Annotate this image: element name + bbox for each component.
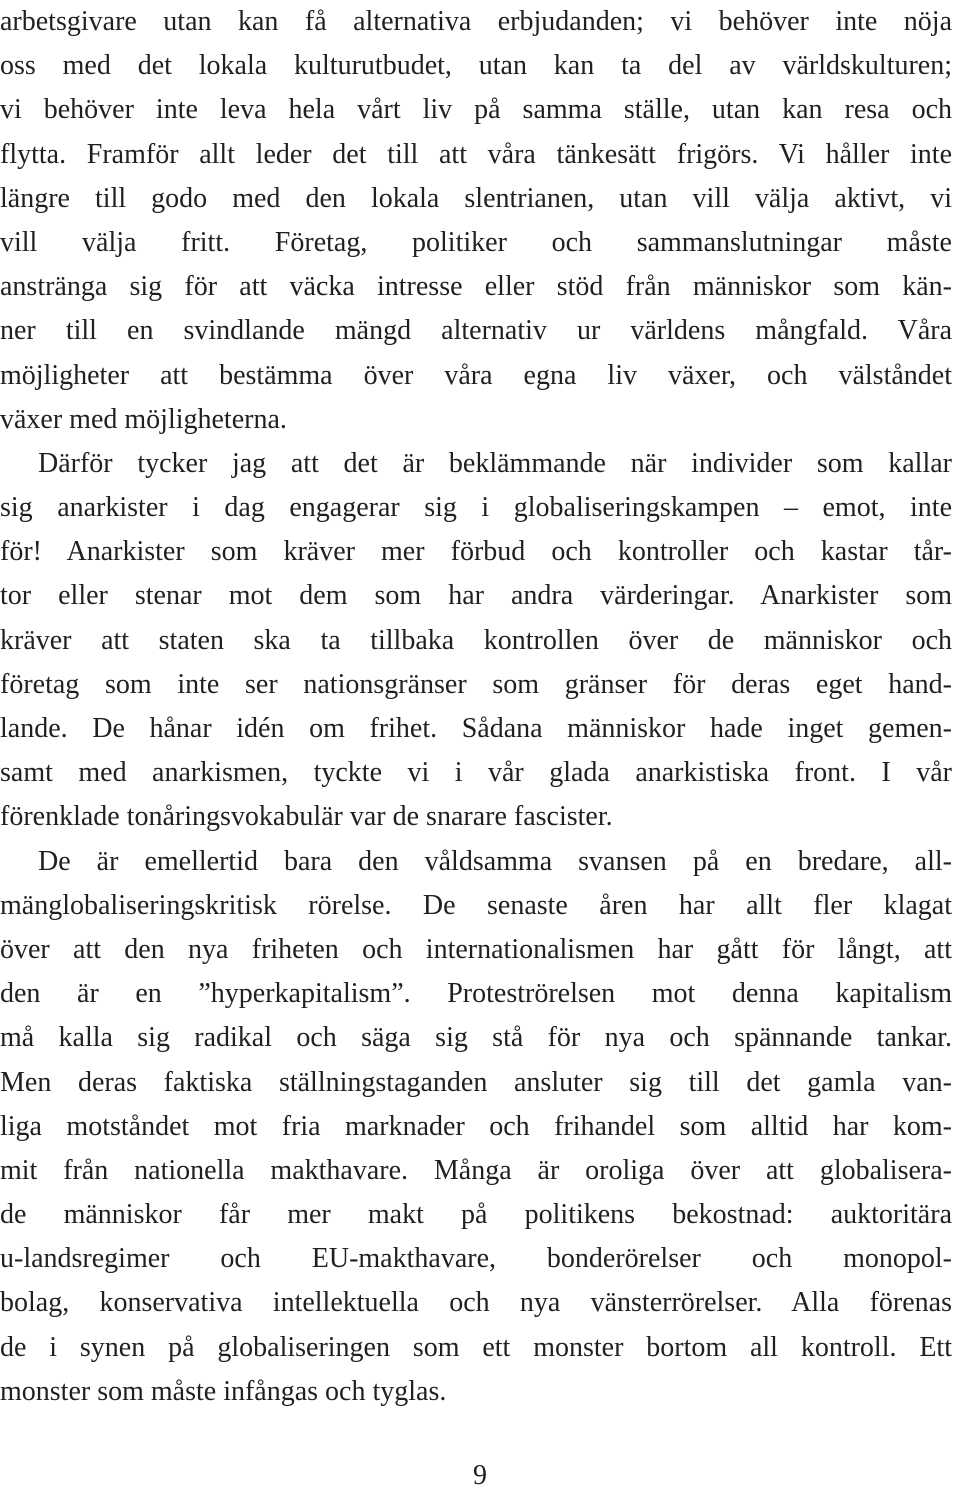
text-line: lande. De hånar idén om frihet. Sådana människor hade inget gemen- xyxy=(0,713,952,744)
text-line: vi behöver inte leva hela vårt liv på samma ställe, utan kan resa och xyxy=(0,94,952,126)
text-line: den är en ”hyperkapitalism”. Proteströrelsen mot denna kapitalism xyxy=(0,978,952,1010)
text-line: växer med möjligheterna. xyxy=(0,403,287,435)
text-line: Därför tycker jag att det är beklämmande när individer som kallar xyxy=(38,447,952,479)
text-line: förenklade tonåringsvokabulär var de snarare fascister. xyxy=(0,801,613,833)
text-line: längre till godo med den lokala slentrianen, utan vill välja aktivt, vi xyxy=(0,182,952,214)
text-line: mänglobaliseringskritisk rörelse. De senaste åren har allt fler klagat xyxy=(0,889,952,921)
text-line: för! Anarkister som kräver mer förbud och kontroller och kastar tår- xyxy=(0,536,952,568)
text-line: anstränga sig för att väcka intresse eller stöd från människor som kän- xyxy=(0,271,952,303)
text-line: liga motståndet mot fria marknader och frihandel som alltid har kom- xyxy=(0,1110,952,1142)
text-line: bolag, konservativa intellektuella och nya vänsterrörelser. Alla förenas xyxy=(0,1287,952,1319)
text-line: ner till en svindlande mängd alternativ ur världens mångfald. Våra xyxy=(0,315,952,347)
text-line: möjligheter att bestämma över våra egna liv växer, och välståndet xyxy=(0,359,952,391)
text-line: de i synen på globaliseringen som ett monster bortom all kontroll. Ett xyxy=(0,1331,952,1363)
text-line: vill välja fritt. Företag, politiker och sammanslutningar måste xyxy=(0,226,952,258)
text-line: de människor får mer makt på politikens bekostnad: auktoritära xyxy=(0,1199,952,1231)
text-line: u-landsregimer och EU-makthavare, bonderörelser och monopol- xyxy=(0,1243,952,1275)
text-line: sig anarkister i dag engagerar sig i globaliseringskampen – emot, inte xyxy=(0,492,952,524)
text-line: tor eller stenar mot dem som har andra värderingar. Anarkister som xyxy=(0,580,952,612)
text-line: oss med det lokala kulturutbudet, utan kan ta del av världskulturen; xyxy=(0,50,952,82)
text-line: arbetsgivare utan kan få alternativa erbjudanden; vi behöver inte nöja xyxy=(0,6,952,37)
page-number: 9 xyxy=(473,1460,487,1491)
text-line: över att den nya friheten och internationalismen har gått för långt, att xyxy=(0,933,952,965)
text-line: flytta. Framför allt leder det till att våra tänkesätt frigörs. Vi håller inte xyxy=(0,138,952,170)
text-line: må kalla sig radikal och säga sig stå för nya och spännande tankar. xyxy=(0,1022,952,1054)
text-line: samt med anarkismen, tyckte vi i vår glada anarkistiska front. I vår xyxy=(0,757,952,789)
text-line: Men deras faktiska ställningstaganden ansluter sig till det gamla van- xyxy=(0,1066,952,1098)
text-line: kräver att staten ska ta tillbaka kontrollen över de människor och xyxy=(0,624,952,656)
text-line: monster som måste infångas och tyglas. xyxy=(0,1375,447,1407)
text-line: mit från nationella makthavare. Många är oroliga över att globalisera- xyxy=(0,1154,952,1186)
text-line: företag som inte ser nationsgränser som gränser för deras eget hand- xyxy=(0,668,952,700)
text-line: De är emellertid bara den våldsamma svansen på en bredare, all- xyxy=(38,845,952,877)
